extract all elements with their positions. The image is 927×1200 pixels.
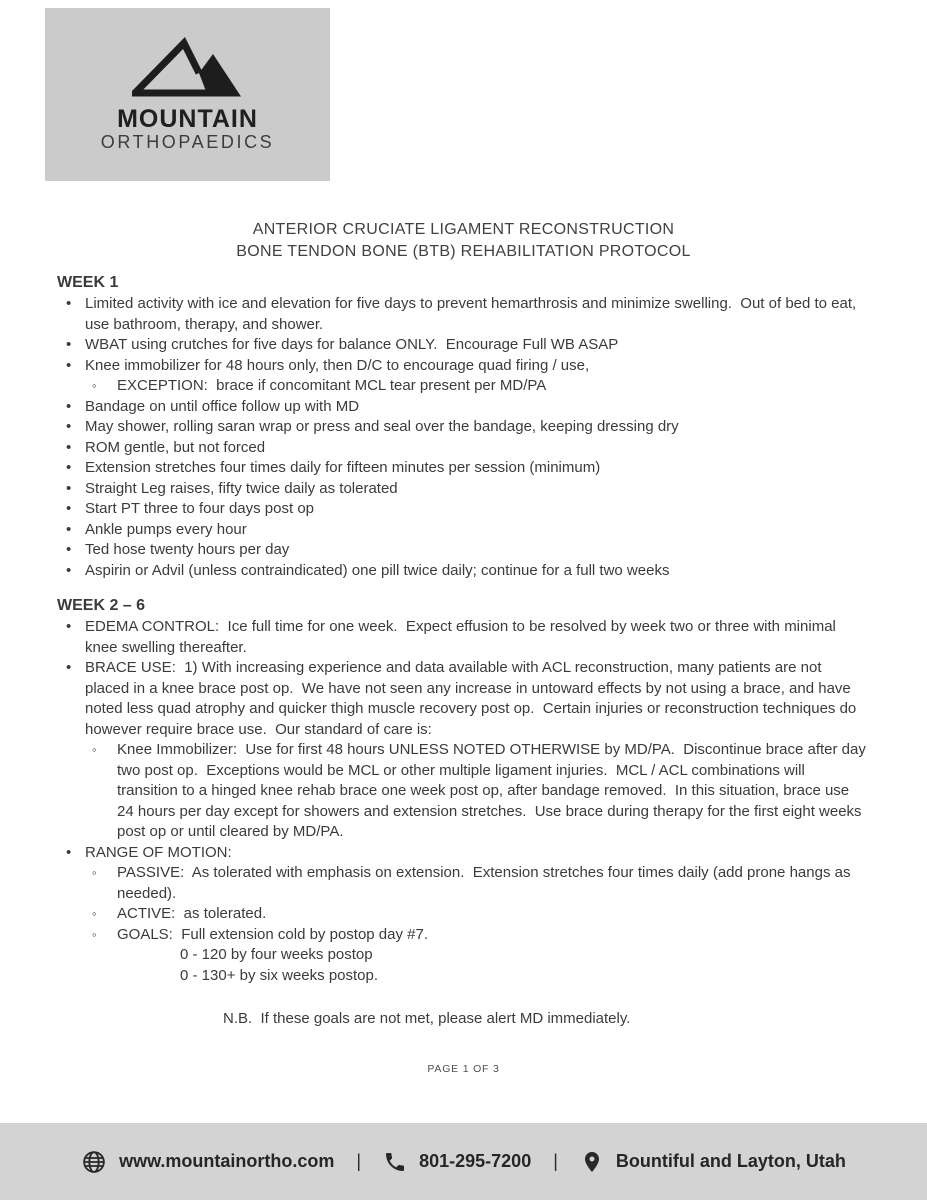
bullet-icon: • <box>66 520 72 538</box>
location-pin-icon <box>580 1150 604 1174</box>
section-heading: WEEK 2 – 6 <box>57 597 146 614</box>
list-item <box>57 945 869 966</box>
circle-bullet-icon: ◦ <box>92 378 97 393</box>
list-item-text: WBAT using crutches for five days for balance ONLY. Encourage Full WB ASAP <box>85 336 619 353</box>
bullet-icon: • <box>66 459 72 476</box>
mountain-logo-icon <box>132 37 244 99</box>
list-item <box>57 540 869 561</box>
logo <box>45 8 330 181</box>
bullet-icon: • <box>66 500 72 517</box>
list-item-text: EXCEPTION: brace if concomitant MCL tear present per MD/PA <box>117 377 547 394</box>
footer-phone: 801-295-7200 <box>419 1151 532 1171</box>
list-item-text: Extension stretches four times daily for fifteen minutes per session (minimum) <box>85 459 601 476</box>
section <box>57 595 869 986</box>
bullet-icon: • <box>66 295 72 312</box>
list-item-text: ROM gentle, but not forced <box>85 438 266 456</box>
bullet-icon: • <box>66 561 72 579</box>
logo-subtitle: ORTHOPAEDICS <box>100 131 275 152</box>
list-item-text: Start PT three to four days post op <box>85 500 315 517</box>
bullet-icon: • <box>66 541 72 558</box>
document-title <box>0 219 927 262</box>
list-item <box>57 438 869 459</box>
list-item <box>90 376 869 397</box>
nb-note: N.B. If these goals are not met, please alert MD immediately. <box>223 1010 631 1027</box>
list-item <box>57 561 869 582</box>
list-item-text: EDEMA CONTROL: Ice full time for one week. Expect effusion to be resolved by week two or three with minimal knee swelling thereafter. <box>85 618 841 656</box>
phone-icon <box>383 1150 407 1174</box>
list-item <box>90 863 869 904</box>
bullet-icon: • <box>66 618 72 635</box>
footer-bar <box>0 1123 927 1200</box>
logo-name: MOUNTAIN <box>117 104 258 133</box>
circle-bullet-icon: ◦ <box>92 865 97 880</box>
list-item-text: BRACE USE: 1) With increasing experience and data available with ACL reconstruction, many patients are not placed in a knee brace post op. We have not seen any increase in untoward effects by not using a brace, and have noted less quad atrophy and quicker thigh muscle recovery post op. Certain injuries or reconstruction techniques do however require brace use. Our standard of care is: <box>85 659 861 738</box>
list-item-text: Ted hose twenty hours per day <box>85 541 290 558</box>
footer-phone-group <box>383 1150 531 1174</box>
list-item-text: RANGE OF MOTION: <box>85 843 232 861</box>
globe-icon <box>81 1149 107 1175</box>
list-item <box>57 843 869 864</box>
footer-separator: | <box>356 1151 362 1171</box>
list-item <box>57 499 869 520</box>
list-item <box>90 904 869 925</box>
bullet-icon: • <box>66 336 72 353</box>
bullet-icon: • <box>66 397 72 415</box>
list-item-text: Ankle pumps every hour <box>85 520 247 538</box>
list-item <box>57 658 869 740</box>
list-item <box>57 397 869 418</box>
list-item-text: Bandage on until office follow up with MD <box>85 397 360 415</box>
footer-location: Bountiful and Layton, Utah <box>615 1151 846 1171</box>
list-item <box>57 479 869 500</box>
footer-location-group <box>580 1150 846 1174</box>
list-item <box>57 294 869 335</box>
sections <box>57 272 869 986</box>
list-item <box>57 520 869 541</box>
list-item-text: 0 - 130+ by six weeks postop. <box>180 966 379 984</box>
list-item <box>57 617 869 658</box>
list-item-text: Straight Leg raises, fifty twice daily as tolerated <box>85 479 398 497</box>
list-item-text: GOALS: Full extension cold by postop day #7. <box>117 925 429 943</box>
list-item <box>57 458 869 479</box>
bullet-icon: • <box>66 356 72 374</box>
bullet-icon: • <box>66 843 72 861</box>
list-item-text: Aspirin or Advil (unless contraindicated) one pill twice daily; continue for a full two weeks <box>85 561 670 579</box>
list-item <box>90 740 869 843</box>
footer-website-group <box>81 1149 334 1175</box>
circle-bullet-icon: ◦ <box>92 742 97 757</box>
footer-website: www.mountainortho.com <box>119 1151 335 1171</box>
circle-bullet-icon: ◦ <box>92 906 97 921</box>
list-item-text: May shower, rolling saran wrap or press and seal over the bandage, keeping dressing dry <box>85 418 679 435</box>
bullet-icon: • <box>66 479 72 497</box>
list-item-text: ACTIVE: as tolerated. <box>117 905 267 922</box>
footer-separator: | <box>553 1151 558 1171</box>
list-item <box>57 335 869 356</box>
list-item-text: Knee immobilizer for 48 hours only, then D/C to encourage quad firing / use, <box>85 356 590 374</box>
list-item-text: 0 - 120 by four weeks postop <box>180 946 373 963</box>
bullet-icon: • <box>66 438 72 456</box>
list-item <box>57 417 869 438</box>
list-item-text: Limited activity with ice and elevation for five days to prevent hemarthrosis and minimize swelling. Out of bed to eat, use bathroom, therapy, and shower. <box>85 295 861 333</box>
list-item <box>57 966 869 987</box>
list-item-text: Knee Immobilizer: Use for first 48 hours UNLESS NOTED OTHERWISE by MD/PA. Discontinue brace after day two post op. Exceptions would be MCL or other multiple ligament injuries. MCL / ACL combinations will transition to a hinged knee rehab brace one week post op, after bandage removed. In this situation, brace use 24 hours per day except for showers and extension stretches. Use brace during therapy for the first eight weeks post op or until cleared by MD/PA. <box>117 741 871 840</box>
page-number: PAGE 1 OF 3 <box>427 1063 500 1075</box>
list-item-text: PASSIVE: As tolerated with emphasis on extension. Extension stretches four times daily (add prone hangs as needed). <box>117 864 855 902</box>
document-title-line1: ANTERIOR CRUCIATE LIGAMENT RECONSTRUCTION <box>252 221 675 238</box>
circle-bullet-icon: ◦ <box>92 926 97 942</box>
list-item <box>90 925 869 946</box>
document-title-line2: BONE TENDON BONE (BTB) REHABILITATION PROTOCOL <box>236 242 691 260</box>
protocol-content <box>57 272 869 1030</box>
section-heading: WEEK 1 <box>57 274 119 291</box>
list-item <box>57 356 869 377</box>
section <box>57 272 869 581</box>
bullet-icon: • <box>66 659 72 676</box>
bullet-icon: • <box>66 418 72 435</box>
